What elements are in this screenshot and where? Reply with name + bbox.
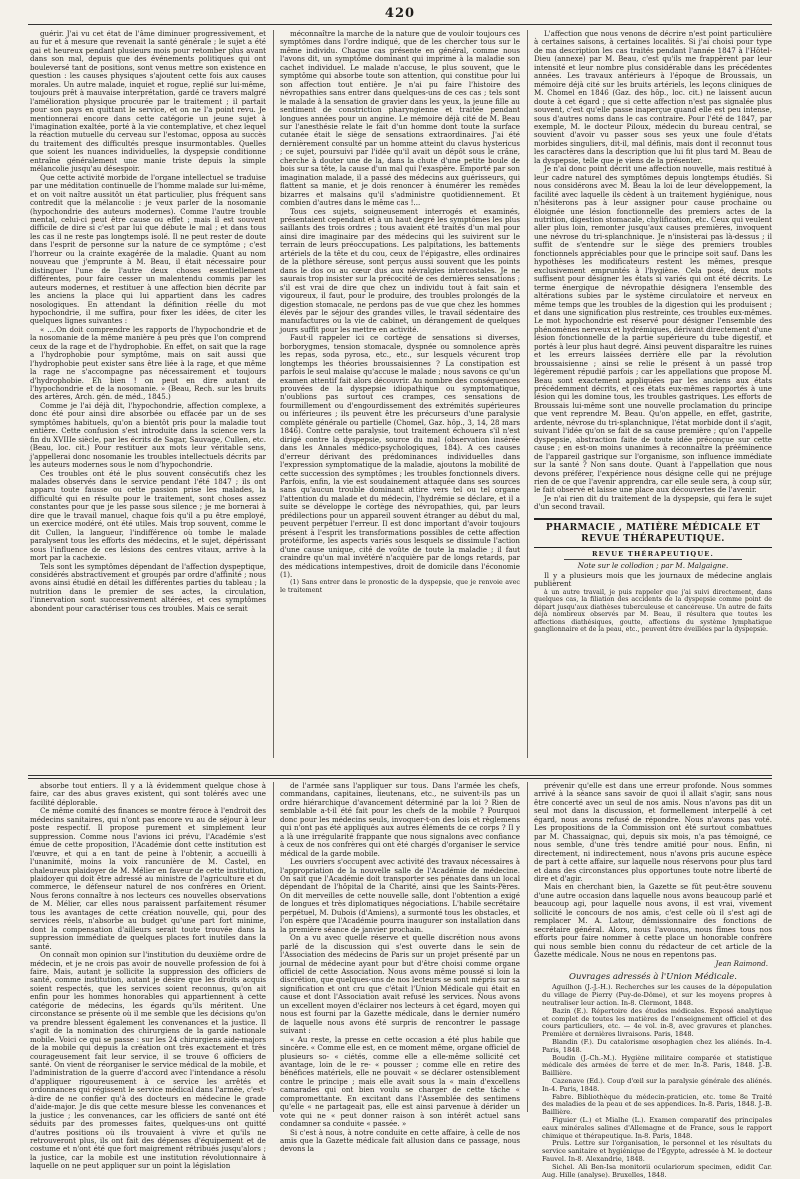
- top-column-3-body: [534, 30, 772, 512]
- paragraph: méconnaître la marche de la nature que de vouloir toujours ces symptômes dans l'ordre indiqué, que de les chercher tous sur le même individu. Chaque cas présente en général, comme nous l'avons dit, un symptôme dominant qui imprime à la maladie son cachet individuel. Le malade n'accuse, le plus souvent, que le symptôme qui absorbe toute son attention, qui constitue pour lui son affection tout entière. Je n'ai pu faire l'histoire des névropathies sans entrer dans quelques-uns de ces cas ; tels sont le malade à la sensation de gravier dans les yeux, la jeune fille au sentiment de constriction pharyngienne et traitée pendant longues années pour un angine. Le mémoire déjà cité de M. Beau sur l'anesthésie relate le fait d'un homme dont toute la surface cutanée était le siège de sensations extraordinaires. J'ai été dernièrement consulté par un homme atteint du clavus hystericus ; ce sujet, poursuivi par l'idée qu'il avait un dépôt sous le crâne, cherche à douter une de la, dans la chute d'une petite boule de bois sur sa tête, la cause d'un mal qui l'exaspère. Emporté par son imagination malade, il a passé des médecins aux guérisseurs, qui flattent sa manie, et je dois renoncer à énumérer les remèdes bizarres et malsains qu'il s'administre quotidiennement. Et combien d'autres dans le même cas !...: [280, 29, 520, 208]
- paragraph: Si c'est à nous, à notre conduite en cette affaire, à celle de nos amis que la Gazette médicale fait allusion dans ce passage, nous devons la: [280, 1127, 520, 1154]
- bottom-column-3: [534, 781, 772, 1179]
- signature: Jean Raimond.: [715, 958, 768, 968]
- paragraph: Ces troubles ont été le plus souvent consécutifs chez les malades observés dans le service pendant l'été 1847 ; ils ont apparu toute fausse ou cette passion prise les malades, la difficulté qui en résulte pour le traitement, sont choses assez constantes pour que je les passe sous silence ; je me bornerai à dire que le travail manuel, chaque fois qu'il a pu être employé, un exercice modéré, ont été utiles. Mais trop souvent, comme le dit Cullen, la langueur, l'indifférence où tombe le malade paralysent tous les efforts des médecins, et le sujet, dépérissant sous l'influence de ces lésions des centres vitaux, arrive à la mort par la cachexie.: [30, 468, 266, 563]
- paragraph: « ....On doit comprendre les rapports de l'hypochondrie et de la nosomanie de la même manière à peu près que l'on comprend ceux de la rage et de l'hydrophobie. En effet, on sait que la rage a l'hydrophobie pour symptôme, mais on sait aussi que l'hydrophobie peut exister sans être liée à la rage, et que même la rage ne s'accompagne pas nécessairement et toujours d'hydrophobie. Eh bien ! on peut en dire autant de l'hypochondrie et de la nosomanie. » (Beau, Rech. sur les bruits des artères, Arch. gén. de méd., 1845.): [30, 324, 266, 402]
- bottom-column-1: [30, 781, 266, 1171]
- work-entry: Bazin (E.). Répertoire des études médicales. Exposé analytique et complet de toutes les matières de l'enseignement officiel et des cours particuliers, etc. — 4e vol. in-8, avec gravures et planches. Première et dernières livraisons. Paris, 1848.: [542, 1006, 772, 1039]
- note-collodion-title: Note sur le collodion ; par M. Malgaigne.: [577, 561, 729, 571]
- header-rule: [28, 24, 772, 25]
- work-entry: Fabre. Bibliothèque du médecin-praticien, etc. tome 8e Traité des maladies de la peau et de ses appendices. In-8. Paris, 1848. J.-B. Baillière.: [542, 1092, 772, 1117]
- work-entry: Cazenave (Ed.). Coup d'œil sur la paralysie générale des aliénés. In-4. Paris, 1848.: [542, 1076, 772, 1093]
- top-column-3: [534, 30, 772, 758]
- paragraph: Comme je l'ai déjà dit, l'hypochondrie, affection complexe, a donc été pour ainsi dire absorbée ou effacée par un de ses symptômes habituels, qu'on a bientôt pris pour la maladie tout entière. Cette confusion s'est introduite dans la science vers la fin du XVIIIe siècle, par les écrits de Sagar, Sauvage, Cullen, etc. (Beau, loc. cit.) Pour restituer aux mots leur véritable sens, j'appellerai donc nosomanie les troubles intellectuels décrits par les auteurs modernes sous le nom d'hypochondrie.: [30, 400, 266, 470]
- paragraph: Je n'ai donc point décrit une affection nouvelle, mais restitué à leur cadre naturel des symptômes depuis longtemps étudiés. Si nous considérons avec M. Beau la loi de leur développement, la facilité avec laquelle ils cèdent à un traitement hygiénique, nous n'hésiterons pas à leur assigner pour cause prochaine ou éloignée une lésion fonctionnelle des premiers actes de la nutrition, digestion stomacale, chylification, etc. Ceux qui veulent aller plus loin, remonter jusqu'aux causes premières, invoquent une névrose du tri-splanchnique. Je n'insisterai pas là-dessus ; il suffit de s'entendre sur le siège des premiers troubles fonctionnels appréciables pour que le principe soit sauf. Dans les hypothèses les modificateurs restent les mêmes, presque exclusivement empruntés à l'hygiène. Cela posé, deux mots suffisent pour désigner les états si variés qui ont été décrits. Le terme énergique de névropathie désignera l'ensemble des altérations subies par le système circulatoire et nerveux en même temps que les troubles de la digestion qui les produisent ; et dans une signification plus restreinte, ces troubles eux-mêmes. Le mot hypochondrie est réservé pour désigner l'ensemble des phénomènes nerveux et hydrémiques, dérivant directement d'une lésion fonctionnelle de la partie supérieure du tube digestif, et portés à leur plus haut degré. Ainsi peuvent disparaître les ruines et les erreurs laissées derrière elle par la révolution broussaisienne ; ainsi se relie le présent à un passé trop légèrement répudié parfois ; car les appellations que propose M. Beau sont exactement appliquées par les anciens aux états précédemment décrits, et ces états eux-mêmes rapportés à une lésion qui les domine tous, les troubles gastriques. Les efforts de Broussais lui-même sont une nouvelle proclamation du principe que vent reprendre M. Beau. Qu'on appelle, en effet, gastrite, ardente, névrose du tri-splanchnique, l'état morbide dont il s'agit, suivant l'idée qu'on se fait de sa cause première ; qu'on l'appelle dyspepsie, abstraction faite de toute idée préconçue sur cette cause ; en est-on moins unanimes à reconnaître la prééminence de l'appareil gastrique sur l'organisme, son influence immédiate sur la santé ? Non sans doute. Quant à l'appellation que nous devons préférer, l'expérience nous désigne celle qui ne préjuge rien de ce que l'avenir apprendra, car elle seule sera, à coup sûr, le fait observé et laisse une place aux découvertes de l'avenir.: [534, 164, 772, 495]
- column-divider: [273, 30, 274, 758]
- paragraph: absorbe tout entiers. Il y a là évidemment quelque chose à faire, car des abus graves existent, qui sont tolérés avec une facilité déplorable.: [30, 781, 266, 807]
- note-collodion-intro: Il y a plusieurs mois que les journaux de médecine anglais publièrent: [534, 570, 772, 589]
- work-entry: Blandin (F.). Du catalorisme œsophagien chez les aliénés. In-4. Paris, 1848.: [542, 1038, 772, 1054]
- work-entry: Boudin (J.-Ch.-M.). Hygiène militaire comparée et statistique médicale des armées de terre et de mer. In-8. Paris, 1848. J.-B. Baillière.: [542, 1053, 772, 1078]
- work-entry: Aguilhon (J.-J.-H.). Recherches sur les causes de la dépopulation du village de Pierry (Puy-de-Dôme), et sur les moyens propres à neutraliser leur action. In-8. Clermont, 1848.: [542, 983, 772, 1008]
- paragraph: prévenir qu'elle est dans une erreur profonde. Nous sommes arrivé à la séance sans savoir de quoi il allait s'agir, sans nous être concerté avec un seul de nos amis. Nous n'avons pas dit un seul mot dans la discussion, et formellement interpellé à cet égard, nous avons refusé de répondre. Nous n'avons pas voté. Les propositions de la Commission ont été surtout combattues par M. Chassaignac, qui, depuis six mois, n'a pas témoigné, ce nous semble, d'une très tendre amitié pour nous. Enfin, ni directement, ni indirectement, nous n'avons pris aucune espèce de part à cette affaire, sur laquelle nous réservons pour plus tard et dans des circonstances plus opportunes toute notre liberté de dire et d'agir.: [534, 781, 772, 883]
- paragraph: Tels sont les symptômes dépendant de l'affection dyspeptique, considérés abstractivement et groupés par ordre d'affinité ; nous avons ainsi étudié en détail les différentes parties du tableau ; la nutrition dans le premier de ses actes, la circulation, l'innervation sont successivement altérées, et ces symptômes abondent pour caractériser tous ces troubles. Mais ce serait: [30, 561, 266, 613]
- feuilleton-rule-2: [28, 778, 772, 779]
- paragraph: On a vu avec quelle réserve et quelle discrétion nous avons parlé de la discussion qui s'est ouverte dans le sein de l'Association des médecins de Paris sur un projet présenté par un journal de médecine ayant pour but d'être choisi comme organe officiel de cette Association. Nous avons même poussé si loin la discrétion, que quelques-uns de nos lecteurs se sont mépris sur sa signification et ont cru que c'était l'Union Médicale qui était en cause et dont l'Association avait refusé les services. Nous avons un excellent moyen d'éclairer nos lecteurs à cet égard, moyen qui nous est fourni par la Gazette médicale, dans le dernier numéro de laquelle nous avons été surpris de rencontrer le passage suivant :: [280, 933, 520, 1036]
- works-title: Ouvrages adressés à l'Union Médicale.: [569, 971, 737, 982]
- works-list: [534, 984, 772, 1179]
- section-subtitle-revue: REVUE THÉRAPEUTIQUE.: [564, 550, 742, 560]
- work-entry: Pruis. Lettre sur l'organisation, le personnel et les résultats du service sanitaire et hygiénique de l'Égypte, adressée à M. le docteur Fauvel. In-8. Alexandrie, 1848.: [542, 1139, 772, 1163]
- paragraph: On connaît mon opinion sur l'institution du deuxième ordre de médecin, et je ne crois pas avoir de nouvelle profession de foi à faire. Mais, autant je sollicite la suppression des officiers de santé, comme institution, autant je désire que les droits acquis soient respectés, que les services soient reconnus, qu'on ait enfin pour les hommes honorables qui appartiennent à cette catégorie de médecins, les égards qu'ils méritent. Une circonstance se présente où il me semble que les décisions qu'on va prendre blessent également les convenances et la justice. Il s'agit de la nomination des chirurgiens de la garde nationale mobile. Voici ce qui se passe : sur les 24 chirurgiens aide-majors de la mobile qui depuis la création ont très exactement et très courageusement fait leur service, il se trouve 6 officiers de santé. On vient de réorganiser le service médical de la mobile, et l'administration de la guerre d'accord avec l'intendance a résolu d'appliquer rigoureusement à ce service les arrêtés et ordonnances qui régissent le service médical dans l'armée, c'est-à-dire de ne confier qu'à des docteurs en médecine le grade d'aide-major. Je dis que cette mesure blesse les convenances et la justice ; les convenances, car les officiers de santé ont été séduits par des promesses faites, quelques-uns ont quitté d'autres positions où ils trouvaient à vivre et qu'ils ne retrouveront plus, ils ont fait des dépenses d'équipement et de costume et n'ont été que fort maigrement rétribués jusqu'alors ; la justice, car la mobile est une institution révolutionnaire à laquelle on ne peut appliquer sur un point la législation: [30, 950, 266, 1171]
- feuilleton-rule: [28, 775, 772, 776]
- paragraph: « Au reste, la presse en cette occasion a été plus habile que sincère. « Comme elle est, en ce moment même, organe officiel de plusieurs so- « ciétés, comme elle a elle-même sollicité cet avantage, loin de le re- « pousser ; comme elle en retire des bénéfices matériels, elle ne pouvait « se déclarer ostensiblement contre le principe ; mais elle avait sous la « main d'excellens camarades qui ont bien voulu se charger de cette tâche « compromettante. En excitant dans l'Assemblée des sentimens qu'elle « ne partageait pas, elle est ainsi parvenue à dérider un vote qui ne « peut donner raison à son intérêt actuel sans condamner sa conduite « passée. »: [280, 1034, 520, 1129]
- footnote: (1) Sans entrer dans le pronostic de la dyspepsie, que je renvoie avec le traitement: [280, 578, 520, 594]
- paragraph: Ce même comité des finances se montre féroce à l'endroit des médecins sanitaires, qui n'ont pas encore vu au de séjour à leur poste respectif. Il propose purement et simplement leur suppression. Comme nous l'avions ici prévu, l'Académie s'est émue de cette proposition, l'Académie dont cette institution est l'œuvre, et qui a en tant de peine à l'obtenir, a accueilli à l'unanimité, moins la voix rancunière de M. Castel, en chaleureux plaidoyer de M. Mélier en faveur de cette institution, plaidoyer qui doit être adressé au ministre de l'agriculture et du commerce, le défenseur naturel de nos confrères en Orient. Nous ferons connaître à nos lecteurs ces nouvelles observations de M. Mélier, car elles nous paraissent parfaitement résumer tous les avantages de cette création nouvelle, qui, pour des services réels, n'absorbe au budget qu'une part fort minime, dont la compensation d'ailleurs serait toute trouvée dans la suppression immédiate de quelques places fort inutiles dans la santé.: [30, 806, 266, 951]
- paragraph: Que cette activité morbide de l'organe intellectuel se traduise par une méditation continuelle de l'homme malade sur lui-même, et on voit naître aussitôt un état particulier, plus fréquent sans contredit que la mélancolie : je veux parler de la nosomanie (hypochondrie des auteurs modernes). Comme l'autre trouble mental, celui-ci peut être cause ou effet ; mais il est souvent difficile de dire si c'est par lui que débute le mal ; et dans tous les cas il ne reste pas longtemps isolé. Il ne peut rester de doute dans l'esprit de personne sur la nature de ce symptôme ; c'est l'horreur ou la crainte exagérée de la maladie. Quant au nom nouveau que j'emprunte à M. Beau, il était nécessaire pour distinguer l'une de l'autre deux choses essentiellement différentes, pour faire cesser un malentendu commis par les auteurs modernes, et restituer à une affection bien décrite par les anciens la place qui lui appartient dans les cadres nosologiques. En attendant la définition réelle du mot hypochondrie, il me suffira, pour fixer les idées, de citer les quelques lignes suivantes :: [30, 172, 266, 326]
- paragraph: L'affection que nous venons de décrire n'est point particulière à certaines saisons, à certaines localités. Si j'ai choisi pour type de ma description les cas traités pendant l'année 1847 à l'Hôtel-Dieu (annexe) par M. Beau, c'est qu'ils me frappèrent par leur intensité et leur nombre plus considérable dans les précédentes années. Les travaux antérieurs à l'époque de Broussais, un mémoire déjà cité sur les bruits artériels, les leçons cliniques de M. Chomel en 1846 (Gaz. des hôp., loc. cit.) ne laissent aucun doute à cet égard ; que si cette affection n'est pas signalée plus souvent, c'est qu'elle passe inaperçue quand elle est peu intense, sous d'autres noms dans le cas contraire. Pour l'été de 1847, par exemple, M. le docteur Piloux, médecin du bureau central, se souvient d'avoir vu passer sous ses yeux une foule d'états morbides singuliers, dit-il, mal définis, mais dont il reconnut tous les caractères dans la description que lui fit plus tard M. Beau de la dyspepsie, telle que je viens de la présenter.: [534, 29, 772, 165]
- paragraph: Faut-il rappeler ici ce cortège de sensations si diverses, borborygmes, tension stomacale, dyspnée ou somnolence après les repas, soda pyrosa, etc., etc., sur lesquels vécurent trop longtemps les théories broussaisiennes ? La constipation est parfois le seul malaise qu'accuse le malade ; nous savons ce qu'un examen attentif fait alors découvrir. Au nombre des conséquences prouvées de la dyspepsie idiopathique ou symptomatique, n'oublions pas surtout ces crampes, ces sensations de fourmillement ou d'engourdissement des extrémités supérieures ou inférieures ; ils peuvent être les précurseurs d'une paralysie complète générale ou partielle (Chomel, Gaz. hôp., 3, 14, 28 mars 1846). Contre cette paralysie, tout traitement échouera s'il n'est dirigé contre la dyspepsie, source du mal (observation insérée dans les Annales médico-psychologiques, 184). A ces causes d'erreur dérivant des prédominances individuelles dans l'expression symptomatique de la maladie, ajoutons la mobilité de cette succession des symptômes ; les troubles fonctionnels divers. Parfois, enfin, la vie est soudainement attaquée dans ses sources sans qu'aucun trouble dominant attire vers tel ou tel organe l'attention du malade et du médecin, l'hydrémie se déclare, et il a suite se développe le cortège des névropathies, qui, par leurs prédilections pour un appareil souvent étranger au début du mal, peuvent perpétuer l'erreur. Il est donc important d'avoir toujours présent à l'esprit les transformations possibles de cette affection protéiforme, les aspects variés sous lesquels se dissimule l'action d'une cause unique, cité de voûte de toute la maladie ; il faut craindre qu'un mal invétéré n'acquière par de longs retards, par des médications intempestives, droit de domicile dans l'économie (1).: [280, 333, 520, 579]
- top-column-2-body: [280, 30, 520, 579]
- bottom-column-3-body: [534, 782, 772, 960]
- section-title-pharmacie: PHARMACIE , MATIÈRE MÉDICALE ET REVUE THÉRAPEUTIQUE.: [534, 518, 772, 548]
- paragraph: Je n'ai rien dit du traitement de la dyspepsie, qui fera le sujet d'un second travail.: [534, 493, 772, 512]
- column-divider: [527, 30, 528, 758]
- top-column-1: [30, 30, 266, 758]
- top-column-2: [280, 30, 520, 758]
- bottom-column-2: [280, 781, 520, 1154]
- column-divider: [527, 782, 528, 1112]
- work-entry: Sichel. Ali Ben-Isa monitorii oculariorum specimen, edidit Car. Aug. Hille (analyse). Bruxelles, 1848.: [542, 1162, 772, 1179]
- paragraph: de l'armée sans l'appliquer sur tous. Dans l'armée les chefs, commandans, capitaines, lieutenans, etc., ne suivent-ils pas un ordre hiérarchique d'avancement déterminé par la loi ? Rien de semblable a-t-il été fait pour les chefs de la mobile ? Pourquoi donc pour les médecins seuls, invoquer-t-on des lois et règlemens qui n'ont pas été appliqués aux autres éléments de ce corps ? Il y a là une irrégularité frappante que nous signalons avec confiance à ceux de nos confrères qui ont été chargés d'organiser le service médical de la garde mobile.: [280, 781, 520, 858]
- page-number: 420: [384, 6, 416, 21]
- paragraph: Tous ces sujets, soigneusement interrogés et examinés, présentaient cependant et à un haut degré les symptômes les plus saillants des trois ordres ; tous avaient été traités d'un mal pour ainsi dire imaginaire par des médecins qui les suivirent sur le terrain de leurs préoccupations. Les palpitations, les battements artériels de la tête et du cou, ceux de l'épigastre, elles ordinaires de la plèthore séreuse, sont perçus aussi souvent que les points dans le dos ou au cœur dus aux névralgies intercostales. Je ne saurais trop insister sur la précocité de ces dernières sensations ; s'il est vrai de dire que chez un individu tout à fait sain et vigoureux, il faut, pour le produire, des troubles prolongés de la digestion stomacale, ne perdons pas de vue que chez les hommes élevés par le séjour des grandes villes, le travail sédentaire des manufactures ou la vie de cabinet, un dérangement de quelques jours suffit pour les mettre en activité.: [280, 206, 520, 334]
- paragraph: Mais en cherchant bien, la Gazette se fût peut-être souvenu d'une autre occasion dans laquelle nous avons beaucoup parlé et beaucoup agi, pour laquelle nous avons, il est vrai, vivement sollicité le concours de nos amis, c'est celle où il s'est agi de remplacer M. A. Latour, démissionnaire des fonctions de secrétaire général. Alors, nous l'avouons, nous fîmes tous nos efforts pour faire nommer à cette place un honorable confrère qui nous semble bien connu du rédacteur de cet article de la Gazette médicale. Nous ne nous en repentons pas.: [534, 882, 772, 960]
- work-entry: Figuier (L.) et Mialhe (L.). Examen comparatif des principales eaux minérales salines d'Allemagne et de France, sous le rapport chimique et thérapeutique. In-8. Paris, 1848.: [542, 1115, 772, 1140]
- footnote-continued: à un autre travail, je puis rappeler que j'ai suivi directement, dans quelques cas, la filiation des accidents de la dyspepsie comme point de départ jusqu'aux diathèses tuberculeuse et cancéreuse. Un autre de faits déjà nombreux observés par M. Beau, il résultera que toutes les affections diathésiques, goutte, affections du système lymphatique ganglionnaire et de la peau, etc., peuvent être éveillées par la dyspepsie.: [534, 588, 772, 634]
- column-divider: [273, 782, 274, 1112]
- paragraph: Les ouvriers s'occupent avec activité des travaux nécessaires à l'appropriation de la nouvelle salle de l'Académie de médecine. On sait que l'Académie doit transporter ses pénates dans un local dépendant de l'hôpital de la Charité, ainsi que les Saints-Pères. On dit merveilles de cette nouvelle salle, dont l'obtention a exigé de longues et très diplomatiques négociations. L'habile secrétaire perpétuel, M. Dubois (d'Amiens), a surmonté tous les obstacles, et l'on espère que l'Académie pourra inaugurer son installation dans la première séance de janvier prochain.: [280, 857, 520, 934]
- paragraph: guérir. J'ai vu cet état de l'âme diminuer progressivement, et au fur et à mesure que revenait la santé générale ; le sujet a été gai et heureux pendant plusieurs mois pour retomber plus avant dans son mal, depuis que des événements politiques qui ont bouleversé tant de positions, sont venus mettre son existence en question : les causes physiques s'ajoutent cette fois aux causes morales. Un autre malade, inquiet et rogue, replié sur lui-même, toujours prêt à mauvaise interprétation, gardé ce travers malgré l'amélioration physique procurée par le traitement ; il partait pour son pays en quittant le service, et on ne l'a point revu. Je mentionnerai encore dans cette catégorie un jeune sujet à l'imagination exaltée, porté à la vie contemplative, et chez lequel la réaction mutuelle du cerveau sur l'estomac, opposa au succès du traitement des difficultés presque insurmontables. Quelles que soient les nuances individuelles, la dyspepsie conditionne entraîne généralement une manie triste depuis la simple mélancolie jusqu'au désespoir.: [30, 29, 266, 174]
